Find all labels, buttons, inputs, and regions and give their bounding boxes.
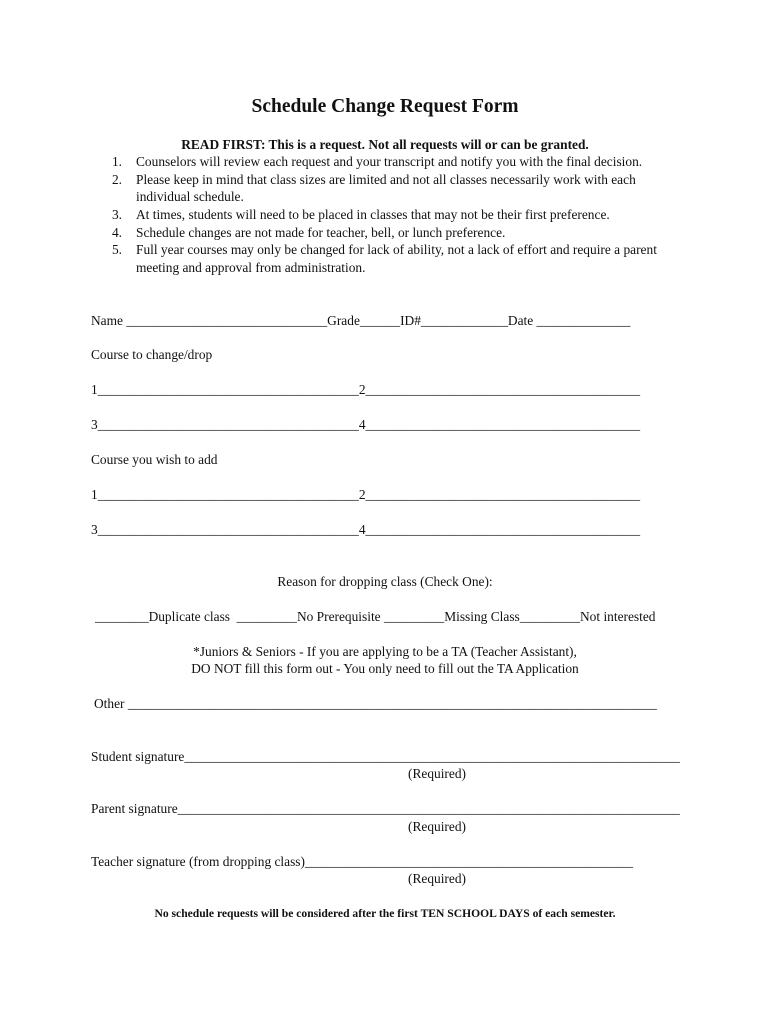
instruction-text: Counselors will review each request and your transcript and notify you with the final decision. — [136, 154, 643, 169]
course-add-label: Course you wish to add — [91, 452, 218, 467]
student-info-line[interactable]: Name ______________________________Grade______ID#_____________Date ______________ — [91, 313, 631, 328]
other-reason-line[interactable]: Other _______________________________________________________________________________ — [94, 696, 657, 711]
reason-heading: Reason for dropping class (Check One): — [277, 574, 493, 589]
instruction-number: 3. — [111, 207, 122, 222]
course-add-row[interactable]: 3_______________________________________4_________________________________________ — [91, 522, 641, 537]
instruction-text: individual schedule. — [136, 189, 244, 204]
parent-signature-line[interactable]: Parent signature___________________________________________________________________________ — [91, 801, 680, 816]
instruction-text: Please keep in mind that class sizes are limited and not all classes necessarily work with each — [136, 172, 636, 187]
read-first-notice: READ FIRST: This is a request. Not all requests will or can be granted. — [181, 137, 589, 152]
instruction-number: 4. — [111, 225, 122, 240]
instruction-text: At times, students will need to be placed in classes that may not be their first preference. — [136, 207, 610, 222]
reason-options-line[interactable]: ________Duplicate class _________No Prerequisite _________Missing Class_________Not interested — [95, 609, 656, 624]
course-add-row[interactable]: 1_______________________________________2_________________________________________ — [91, 487, 641, 502]
instruction-text: Full year courses may only be changed for lack of ability, not a lack of effort and require a parent — [136, 242, 657, 257]
instruction-number: 1. — [111, 154, 122, 169]
ta-note: *Juniors & Seniors - If you are applying to be a TA (Teacher Assistant), — [193, 644, 577, 659]
teacher-signature-line[interactable]: Teacher signature (from dropping class)_________________________________________________ — [91, 854, 634, 869]
course-change-row[interactable]: 3_______________________________________4_________________________________________ — [91, 417, 641, 432]
footer-notice: No schedule requests will be considered after the first TEN SCHOOL DAYS of each semester. — [154, 907, 616, 920]
instruction-text: meeting and approval from administration. — [136, 260, 366, 275]
required-note: (Required) — [407, 766, 466, 781]
course-change-label: Course to change/drop — [91, 347, 213, 362]
student-signature-line[interactable]: Student signature__________________________________________________________________________ — [91, 749, 680, 764]
instruction-number: 2. — [111, 172, 122, 187]
instruction-number: 5. — [111, 242, 122, 257]
course-change-row[interactable]: 1_______________________________________2_________________________________________ — [91, 382, 641, 397]
required-note: (Required) — [407, 819, 466, 834]
instruction-text: Schedule changes are not made for teacher, bell, or lunch preference. — [136, 225, 506, 240]
ta-note: DO NOT fill this form out - You only need to fill out the TA Application — [191, 661, 579, 676]
form-title: Schedule Change Request Form — [251, 96, 519, 117]
required-note: (Required) — [407, 871, 466, 886]
